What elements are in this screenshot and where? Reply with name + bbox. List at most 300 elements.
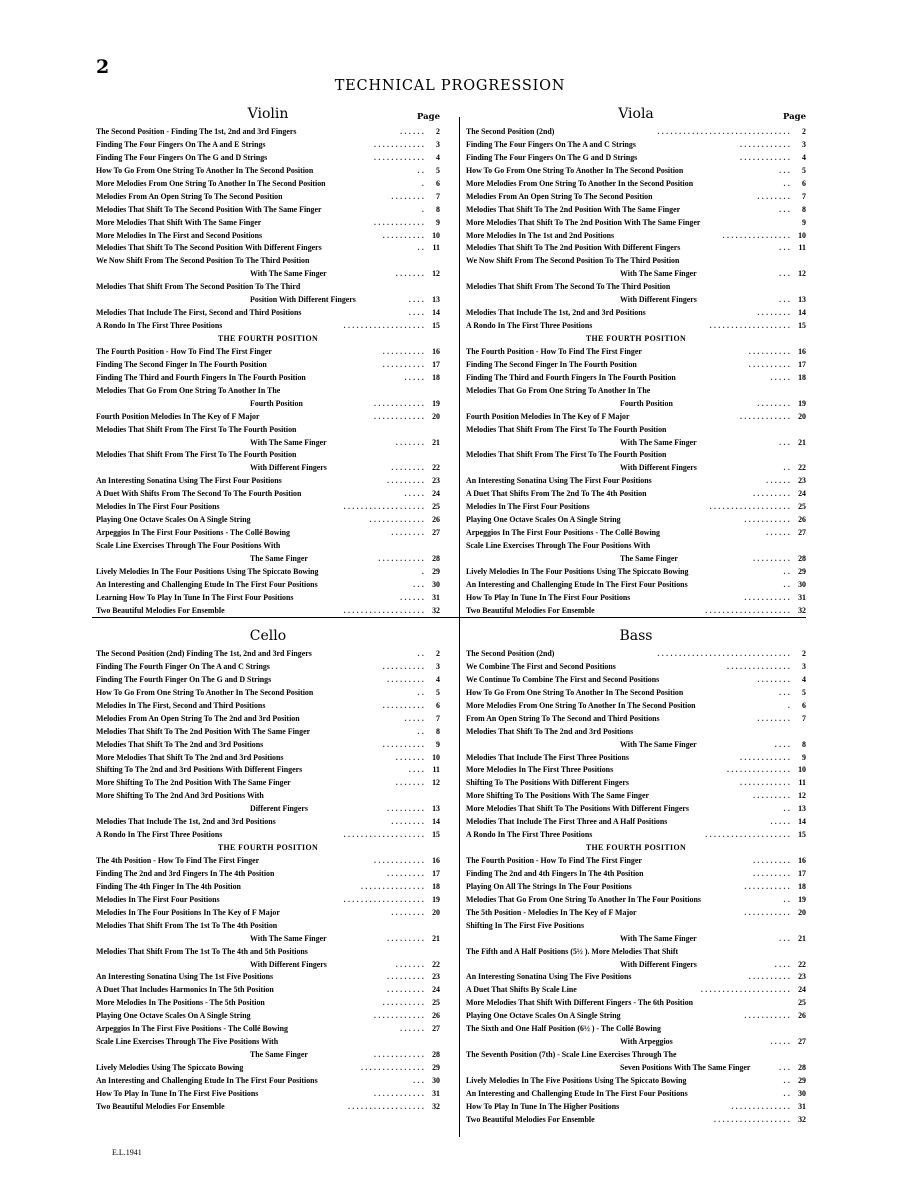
- entry-page-number: 32: [798, 605, 806, 615]
- contents-entry: [466, 307, 806, 320]
- contents-entry: [466, 540, 806, 553]
- entry-page-number: 11: [798, 778, 806, 788]
- bass-contents-list: [466, 648, 806, 1127]
- entry-title: The Same Finger: [620, 553, 678, 563]
- entry-page-number: 29: [798, 1075, 806, 1085]
- entry-page-number: 27: [432, 528, 440, 538]
- subheading: [96, 333, 440, 346]
- dot-leader: . . . . . . . . .: [753, 553, 790, 563]
- dot-leader: . . . . . . . .: [391, 191, 424, 201]
- entry-page-number: 9: [436, 217, 440, 227]
- contents-entry: [466, 462, 806, 475]
- contents-entry: [466, 752, 806, 765]
- contents-entry: [466, 739, 806, 752]
- entry-title: With The Same Finger: [250, 269, 327, 279]
- entry-page-number: 24: [798, 985, 806, 995]
- column-divider: [459, 117, 460, 1137]
- contents-entry: [466, 1036, 806, 1049]
- contents-entry: [96, 971, 440, 984]
- contents-entry: [96, 1075, 440, 1088]
- entry-page-number: 11: [432, 765, 440, 775]
- contents-entry: [466, 661, 806, 674]
- contents-entry: [96, 777, 440, 790]
- entry-title: Finding The 2nd and 4th Fingers In The 4th Position: [466, 868, 644, 878]
- entry-title: Melodies That Shift From The First To The Fourth Position: [466, 424, 667, 434]
- contents-entry: [466, 946, 806, 959]
- contents-entry: [96, 566, 440, 579]
- entry-page-number: 12: [432, 269, 440, 279]
- entry-title: The Fourth Position - How To Find The First Finger: [466, 346, 642, 356]
- entry-page-number: 32: [432, 1101, 440, 1111]
- dot-leader: . . . . . . . . . .: [382, 998, 424, 1008]
- dot-leader: . . . . . . . . . . . . . . . . . . . .: [705, 830, 790, 840]
- dot-leader: . . . . . . . . . . .: [378, 553, 424, 563]
- entry-title: Finding The Four Fingers On The G and D Strings: [96, 152, 268, 162]
- dot-leader: . . . . .: [404, 489, 424, 499]
- entry-title: More Melodies That Shift To The 2nd and 3rd Positions: [96, 752, 284, 762]
- contents-entry: [466, 204, 806, 217]
- entry-page-number: 4: [436, 674, 440, 684]
- entry-page-number: 16: [798, 856, 806, 865]
- contents-entry: [96, 726, 440, 739]
- entry-page-number: 23: [432, 476, 440, 486]
- entry-page-number: 14: [432, 308, 440, 318]
- dot-leader: .: [787, 700, 790, 710]
- entry-page-number: 2: [802, 649, 806, 658]
- entry-title: With Different Fingers: [250, 959, 327, 969]
- entry-title: An Interesting Sonatina Using The First Four Positions: [466, 476, 652, 486]
- contents-entry: [466, 488, 806, 501]
- contents-entry: [96, 488, 440, 501]
- dot-leader: . . . . . . . . . .: [382, 700, 424, 710]
- contents-entry: [466, 777, 806, 790]
- entry-page-number: 2: [802, 127, 806, 136]
- contents-entry: [96, 1088, 440, 1101]
- entry-title: Two Beautiful Melodies For Ensemble: [466, 605, 595, 615]
- contents-entry: [466, 372, 806, 385]
- dot-leader: . .: [783, 1075, 790, 1085]
- contents-entry: [96, 674, 440, 687]
- entry-title: With The Same Finger: [250, 933, 327, 943]
- contents-entry: [96, 527, 440, 540]
- entry-title: Finding The Fourth Finger On The A and C Strings: [96, 661, 270, 671]
- dot-leader: . . .: [413, 579, 424, 589]
- dot-leader: . . . . . . . . . . .: [744, 592, 790, 602]
- entry-page-number: 3: [802, 661, 806, 671]
- dot-leader: . . . . . . . . .: [387, 476, 424, 486]
- bass-header: [466, 628, 806, 648]
- entry-title: The Second Position (2nd): [466, 127, 555, 136]
- contents-entry: [466, 868, 806, 881]
- entry-page-number: 32: [798, 1114, 806, 1124]
- contents-entry: [96, 984, 440, 997]
- dot-leader: . . . . . . . . . . . . . . . . . . .: [343, 830, 424, 840]
- entry-page-number: 20: [432, 907, 440, 917]
- dot-leader: . . . . . . . . . . .: [744, 515, 790, 525]
- entry-title: Melodies That Go From One String To Another In The: [466, 385, 651, 395]
- contents-entry: [96, 320, 440, 333]
- entry-title: Scale Line Exercises Through The Five Positions With: [96, 1037, 279, 1047]
- contents-entry: [466, 803, 806, 816]
- contents-entry: [466, 790, 806, 803]
- entry-title: Finding The Second Finger In The Fourth Position: [96, 359, 267, 369]
- entry-page-number: 25: [798, 998, 806, 1008]
- entry-page-number: 24: [432, 985, 440, 995]
- entry-page-number: 5: [802, 687, 806, 697]
- contents-entry: [96, 752, 440, 765]
- contents-entry: [96, 881, 440, 894]
- dot-leader: . . . . . . . . . . . .: [374, 139, 424, 149]
- cello-contents-list: [96, 648, 440, 1114]
- dot-leader: . . .: [779, 204, 790, 214]
- dot-leader: . .: [417, 165, 424, 175]
- entry-page-number: 23: [432, 972, 440, 982]
- contents-entry: [96, 829, 440, 842]
- entry-page-number: 14: [798, 817, 806, 827]
- viola-header: [466, 106, 806, 126]
- entry-page-number: 24: [432, 489, 440, 499]
- entry-title: An Interesting and Challenging Etude In The First Four Positions: [466, 1088, 688, 1098]
- contents-entry: [96, 437, 440, 450]
- entry-page-number: 17: [798, 359, 806, 369]
- instrument-title: Cello: [249, 628, 287, 644]
- entry-title: Melodies That Shift From The First To The Fourth Position: [466, 450, 667, 460]
- entry-page-number: 13: [432, 295, 440, 305]
- contents-entry: [96, 816, 440, 829]
- entry-title: An Interesting and Challenging Etude In The First Four Positions: [96, 1075, 318, 1085]
- dot-leader: . . . . . . . . . .: [382, 739, 424, 749]
- entry-page-number: 22: [798, 463, 806, 473]
- contents-entry: [466, 605, 806, 618]
- entry-page-number: 15: [798, 321, 806, 331]
- dot-leader: . . . . . . . . . . . . . . . . . . .: [343, 321, 424, 331]
- contents-entry: [96, 907, 440, 920]
- contents-entry: [96, 700, 440, 713]
- entry-page-number: 4: [802, 152, 806, 162]
- dot-leader: . . . . . . .: [395, 752, 424, 762]
- dot-leader: . . . . . . . . .: [387, 868, 424, 878]
- contents-entry: [96, 855, 440, 868]
- entry-title: Arpeggios In The First Four Positions - The Collé Bowing: [466, 528, 660, 538]
- dot-leader: . .: [783, 894, 790, 904]
- contents-entry: [466, 726, 806, 739]
- entry-title: Melodies In The Four Positions In The Key of F Major: [96, 907, 280, 917]
- entry-title: Melodies That Shift To The Second Position With Different Fingers: [96, 243, 322, 253]
- contents-entry: [466, 191, 806, 204]
- dot-leader: . .: [783, 579, 790, 589]
- contents-entry: [96, 764, 440, 777]
- entry-page-number: 32: [432, 605, 440, 615]
- entry-title: Melodies That Include The First, Second and Third Positions: [96, 308, 302, 318]
- entry-page-number: 31: [798, 592, 806, 602]
- contents-entry: [96, 281, 440, 294]
- entry-page-number: 19: [432, 398, 440, 408]
- dot-leader: . . . . . . .: [395, 437, 424, 447]
- dot-leader: . . . . . . . .: [757, 398, 790, 408]
- contents-entry: [96, 372, 440, 385]
- contents-entry: [466, 713, 806, 726]
- contents-entry: [466, 1062, 806, 1075]
- entry-page-number: 14: [798, 308, 806, 318]
- dot-leader: . .: [783, 804, 790, 814]
- entry-title: Lively Melodies In The Four Positions Using The Spiccato Bowing: [96, 566, 319, 576]
- entry-title: Melodies That Shift From The Second To The Third Position: [466, 282, 671, 292]
- contents-entry: [466, 984, 806, 997]
- contents-entry: [466, 933, 806, 946]
- entry-title: A Rondo In The First Three Positions: [466, 830, 593, 840]
- entry-page-number: 27: [798, 528, 806, 538]
- dot-leader: . . . . . . . .: [391, 463, 424, 473]
- dot-leader: . . . . . . . . . . . . . . . . . . .: [709, 502, 790, 512]
- entry-title: More Melodies That Shift With The Same Finger: [96, 217, 262, 227]
- dot-leader: . . . . . . . . . . . . . . . . . . . .: [705, 605, 790, 615]
- entry-title: Melodies That Shift To The 2nd Position With The Same Finger: [96, 726, 311, 736]
- entry-page-number: 25: [798, 502, 806, 512]
- entry-page-number: 26: [432, 515, 440, 525]
- entry-title: Melodies That Shift From The First To The Fourth Position: [96, 450, 297, 460]
- entry-title: Melodies That Include The First Three Positions: [466, 752, 629, 762]
- dot-leader: . . . . . . . . . . . .: [374, 152, 424, 162]
- entry-page-number: 30: [798, 1088, 806, 1098]
- dot-leader: . .: [417, 649, 424, 658]
- entry-title: Arpeggios In The First Four Positions - The Collé Bowing: [96, 528, 290, 538]
- entry-title: Finding The Third and Fourth Fingers In The Fourth Position: [96, 372, 306, 382]
- entry-page-number: 16: [432, 856, 440, 865]
- entry-title: More Melodies From One String To Another In the Second Position: [466, 178, 694, 188]
- violin-section: [96, 106, 440, 618]
- subheading: [466, 333, 806, 346]
- entry-title: Melodies In The First Four Positions: [96, 894, 220, 904]
- dot-leader: . . . .: [408, 765, 424, 775]
- dot-leader: . .: [783, 566, 790, 576]
- dot-leader: . .: [417, 687, 424, 697]
- dot-leader: . . . . . . . . . . . .: [374, 1088, 424, 1098]
- entry-page-number: 3: [436, 139, 440, 149]
- entry-title: The 4th Position - How To Find The First Finger: [96, 856, 260, 865]
- contents-entry: [466, 764, 806, 777]
- contents-entry: [466, 255, 806, 268]
- entry-title: With Different Fingers: [250, 463, 327, 473]
- catalog-number: E.L.1941: [112, 1148, 142, 1157]
- contents-entry: [466, 674, 806, 687]
- entry-title: How To Go From One String To Another In The Second Position: [466, 687, 684, 697]
- entry-title: More Shifting To The Positions With The Same Finger: [466, 791, 649, 801]
- contents-entry: [466, 1010, 806, 1023]
- entry-title: Melodies That Go From One String To Another In The: [96, 385, 281, 395]
- entry-page-number: 22: [432, 463, 440, 473]
- entry-page-number: 10: [432, 230, 440, 240]
- entry-title: Melodies That Shift To The 2nd Position With Different Fingers: [466, 243, 681, 253]
- entry-page-number: 25: [432, 998, 440, 1008]
- contents-entry: [466, 449, 806, 462]
- dot-leader: . . . .: [408, 295, 424, 305]
- entry-title: A Duet That Shifts By Scale Line: [466, 985, 577, 995]
- entry-page-number: 7: [802, 713, 806, 723]
- dot-leader: . . . . . . . . . . . . . . . . . . . . . . . . . . . . . . .: [657, 649, 790, 658]
- dot-leader: . . . . . . . . . . . . . . .: [360, 881, 424, 891]
- entry-title: Finding The Third and Fourth Fingers In The Fourth Position: [466, 372, 676, 382]
- entry-page-number: 21: [798, 933, 806, 943]
- contents-entry: [466, 1114, 806, 1127]
- entry-title: How To Play In Tune In The First Four Positions: [466, 592, 631, 602]
- contents-entry: [466, 579, 806, 592]
- entry-page-number: 9: [436, 739, 440, 749]
- entry-page-number: 7: [436, 713, 440, 723]
- contents-entry: [96, 894, 440, 907]
- entry-page-number: 6: [802, 178, 806, 188]
- contents-entry: [96, 540, 440, 553]
- contents-entry: [466, 398, 806, 411]
- entry-title: The Second Position (2nd) Finding The 1st, 2nd and 3rd Fingers: [96, 649, 312, 658]
- dot-leader: . . . . . . . . . . . . . . .: [726, 765, 790, 775]
- contents-entry: [466, 217, 806, 230]
- dot-leader: . . . . . . . . . . . . . . . . . . .: [343, 502, 424, 512]
- entry-title: A Duet With Shifts From The Second To The Fourth Position: [96, 489, 302, 499]
- dot-leader: . . . . . . . . . .: [382, 346, 424, 356]
- instrument-title: Viola: [618, 106, 654, 122]
- entry-title: With The Same Finger: [620, 933, 697, 943]
- dot-leader: . . . . . . . . . . . . . . .: [726, 661, 790, 671]
- entry-page-number: 13: [798, 804, 806, 814]
- contents-entry: [96, 424, 440, 437]
- contents-entry: [96, 739, 440, 752]
- contents-entry: [96, 946, 440, 959]
- dot-leader: . . . . . . . . . . . . . . . .: [722, 230, 790, 240]
- entry-title: The Fourth Position - How To Find The First Finger: [96, 346, 272, 356]
- entry-title: More Melodies From One String To Another In The Second Position: [96, 178, 326, 188]
- dot-leader: . . . . . . . . . . . .: [740, 778, 790, 788]
- contents-entry: [466, 294, 806, 307]
- dot-leader: . . . . . . . . .: [753, 791, 790, 801]
- entry-title: Arpeggios In The First Five Positions - The Collé Bowing: [96, 1024, 288, 1034]
- contents-entry: [96, 152, 440, 165]
- entry-title: Melodies In The First Four Positions: [466, 502, 590, 512]
- entry-page-number: 28: [798, 553, 806, 563]
- entry-page-number: 21: [798, 437, 806, 447]
- contents-entry: [96, 139, 440, 152]
- entry-page-number: 6: [436, 178, 440, 188]
- entry-title: Playing One Octave Scales On A Single String: [466, 1011, 621, 1021]
- entry-page-number: 26: [798, 515, 806, 525]
- contents-entry: [466, 1023, 806, 1036]
- instrument-title: Violin: [247, 106, 289, 122]
- dot-leader: . . .: [779, 269, 790, 279]
- entry-page-number: 28: [432, 553, 440, 563]
- dot-leader: . . . . . . . . . . . .: [740, 752, 790, 762]
- dot-leader: . . . . . . . . .: [387, 933, 424, 943]
- dot-leader: . . . . . . . . . . .: [744, 907, 790, 917]
- entry-page-number: 17: [432, 868, 440, 878]
- dot-leader: . . . . . . . . .: [753, 856, 790, 865]
- dot-leader: . . . . . . . .: [391, 907, 424, 917]
- entry-title: Lively Melodies In The Five Positions Using The Spiccato Bowing: [466, 1075, 687, 1085]
- contents-entry: [96, 661, 440, 674]
- page-column-label: Page: [782, 112, 806, 122]
- contents-entry: [96, 1049, 440, 1062]
- contents-entry: [466, 475, 806, 488]
- entry-title: Finding The Four Fingers On The A and C Strings: [466, 139, 636, 149]
- dot-leader: . . . . . . . . . . .: [744, 881, 790, 891]
- entry-page-number: 28: [432, 1050, 440, 1060]
- entry-title: The Fourth Position - How To Find The First Finger: [466, 856, 642, 865]
- entry-page-number: 29: [432, 566, 440, 576]
- entry-title: Melodies From An Open String To The Second Position: [96, 191, 283, 201]
- dot-leader: . . . . .: [770, 817, 790, 827]
- entry-page-number: 8: [436, 726, 440, 736]
- entry-title: Melodies From An Open String To The Second Position: [466, 191, 653, 201]
- dot-leader: . . . . . .: [400, 1024, 424, 1034]
- dot-leader: . . . . . . . . . . . .: [740, 411, 790, 421]
- entry-title: Playing One Octave Scales On A Single String: [466, 515, 621, 525]
- entry-title: How To Go From One String To Another In The Second Position: [466, 165, 684, 175]
- entry-page-number: 16: [798, 346, 806, 356]
- dot-leader: . . . .: [408, 308, 424, 318]
- entry-page-number: 31: [432, 1088, 440, 1098]
- entry-title: An Interesting and Challenging Etude In The First Four Positions: [466, 579, 688, 589]
- entry-page-number: 18: [432, 372, 440, 382]
- dot-leader: . . . . . . .: [395, 959, 424, 969]
- contents-entry: [96, 1023, 440, 1036]
- entry-page-number: 13: [432, 804, 440, 814]
- contents-entry: [96, 687, 440, 700]
- contents-entry: [96, 1062, 440, 1075]
- entry-title: Fourth Position Melodies In The Key of F Major: [466, 411, 630, 421]
- contents-entry: [466, 700, 806, 713]
- entry-title: Finding The Second Finger In The Fourth Position: [466, 359, 637, 369]
- contents-entry: [466, 165, 806, 178]
- dot-leader: . . . . . . . . . .: [382, 661, 424, 671]
- entry-title: The Fifth and A Half Positions (5½ ). More Melodies That Shift: [466, 946, 679, 956]
- entry-title: We Continue To Combine The First and Second Positions: [466, 674, 660, 684]
- entry-page-number: 15: [798, 830, 806, 840]
- dot-leader: . . . . . . . . . . . . . . . . . . . . .: [700, 985, 790, 995]
- entry-page-number: 23: [798, 476, 806, 486]
- contents-entry: [96, 462, 440, 475]
- dot-leader: . . . . . . . . . .: [382, 359, 424, 369]
- contents-entry: [96, 553, 440, 566]
- entry-title: Melodies That Shift To The 2nd Position With The Same Finger: [466, 204, 681, 214]
- contents-entry: [466, 1101, 806, 1114]
- entry-page-number: 17: [432, 359, 440, 369]
- contents-entry: [466, 907, 806, 920]
- contents-entry: [466, 855, 806, 868]
- entry-title: Lively Melodies Using The Spiccato Bowing: [96, 1063, 244, 1072]
- entry-title: The Second Position (2nd): [466, 649, 555, 658]
- contents-entry: [466, 501, 806, 514]
- entry-page-number: 31: [432, 592, 440, 602]
- contents-entry: [466, 1075, 806, 1088]
- contents-entry: [96, 359, 440, 372]
- dot-leader: . . . . . . . . . . .: [744, 1011, 790, 1021]
- entry-title: With The Same Finger: [250, 437, 327, 447]
- entry-page-number: 11: [798, 243, 806, 253]
- entry-title: Finding The Fourth Finger On The G and D Strings: [96, 674, 272, 684]
- entry-page-number: 10: [432, 752, 440, 762]
- entry-page-number: 25: [432, 502, 440, 512]
- contents-entry: [96, 501, 440, 514]
- dot-leader: . . . . . . . . . . . .: [374, 1050, 424, 1060]
- entry-page-number: 8: [802, 739, 806, 749]
- contents-entry: [96, 868, 440, 881]
- entry-page-number: 18: [798, 372, 806, 382]
- contents-entry: [466, 411, 806, 424]
- contents-entry: [466, 566, 806, 579]
- contents-entry: [96, 475, 440, 488]
- dot-leader: . . . . . . . . . . . . .: [369, 515, 424, 525]
- contents-entry: [96, 217, 440, 230]
- entry-title: With The Same Finger: [620, 739, 697, 749]
- entry-title: Melodies That Include The 1st, 2nd and 3rd Positions: [96, 817, 276, 827]
